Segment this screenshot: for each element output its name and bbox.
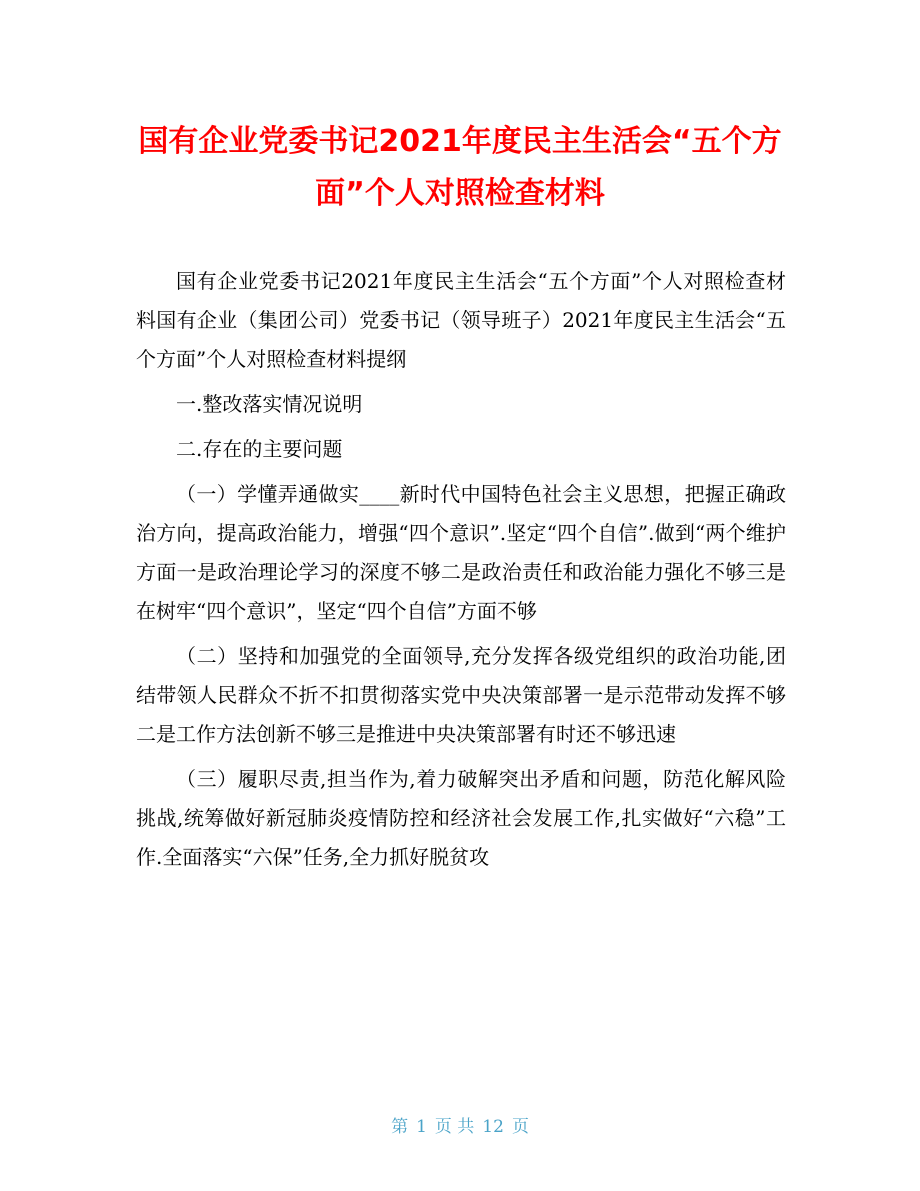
paragraph-section-2-heading: 二.存在的主要问题 <box>176 437 343 461</box>
paragraph-issue-3: （三）履职尽责,担当作为,着力破解突出矛盾和问题，防范化解风险挑战,统筹做好新冠肺炎疫情防控和经济社会发展工作,扎实做好“六稳”工作.全面落实“六保”任务,全力抓好脱贫攻 <box>136 767 786 869</box>
paragraph-intro: 国有企业党委书记2021年度民主生活会“五个方面”个人对照检查材料国有企业（集团公司）党委书记（领导班子）2021年度民主生活会“五个方面”个人对照检查材料提纲 <box>136 269 786 371</box>
document-body <box>136 262 786 883</box>
footer-suffix: 页 <box>511 1117 529 1137</box>
footer-total-pages: 12 <box>482 1117 504 1137</box>
page-footer <box>0 1112 920 1137</box>
footer-current-page: 1 <box>416 1117 427 1137</box>
footer-prefix: 第 <box>391 1117 409 1137</box>
document-title: 国有企业党委书记2021年度民主生活会“五个方面”个人对照检查材料 <box>138 124 782 211</box>
paragraph-issue-2: （二）坚持和加强党的全面领导,充分发挥各级党组织的政治功能,团结带领人民群众不折不扣贯彻落实党中央决策部署一是示范带动发挥不够二是工作方法创新不够三是推进中央决策部署有时还不够迅速 <box>136 644 786 746</box>
paragraph-issue-1: （一）学懂弄通做实____新时代中国特色社会主义思想，把握正确政治方向，提高政治能力，增强“四个意识”.坚定“四个自信”.做到“两个维护方面一是政治理论学习的深度不够二是政治责任和政治能力强化不够三是在树牢“四个意识”，坚定“四个自信”方面不够 <box>136 482 786 623</box>
paragraph-section-1-heading: 一.整改落实情况说明 <box>176 392 363 416</box>
footer-mid: 页 共 <box>434 1117 475 1137</box>
